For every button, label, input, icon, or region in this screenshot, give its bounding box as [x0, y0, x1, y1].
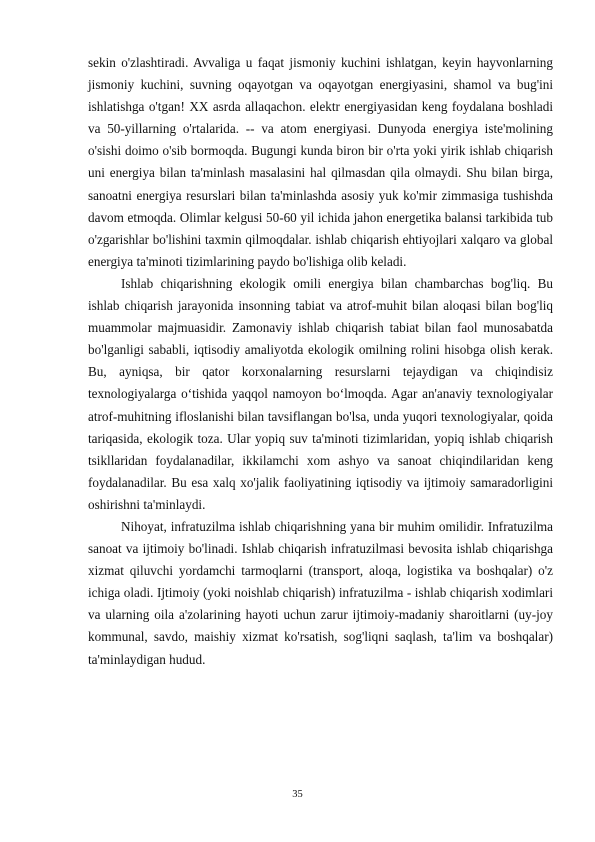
body-text	[88, 52, 553, 671]
paragraph-energy: sekin o'zlashtiradi. Avvaliga u faqat jismoniy kuchini ishlatgan, keyin hayvonlarning jismoniy kuchini, suvning oqayotgan va oqayotgan energiyasini, shamol va bug'ini ishlatishga o'tgan! XX asrda allaqachon. elektr energiyasidan keng foydalana boshladi va 50-yillarning o'rtalarida. -- va atom energiyasi. Dunyoda energiya iste'molining o'sishi doimo o'sib bormoqda. Bugungi kunda biron bir o'rta yoki yirik ishlab chiqarish uni energiya bilan ta'minlash masalasini hal qilmasdan qila olmaydi. Shu bilan birga, sanoatni energiya resurslari bilan ta'minlashda asosiy yuk ko'mir zimmasiga tushishda davom etmoqda. Olimlar kelgusi 50-60 yil ichida jahon energetika balansi tarkibida tub o'zgarishlar bo'lishini taxmin qilmoqdalar. ishlab chiqarish ehtiyojlari xalqaro va global energiya ta'minoti tizimlarining paydo bo'lishiga olib keladi.	[88, 55, 553, 269]
paragraph-infrastructure: Nihoyat, infratuzilma ishlab chiqarishning yana bir muhim omilidir. Infratuzilma sanoat va ijtimoiy bo'linadi. Ishlab chiqarish infratuzilmasi bevosita ishlab chiqarishga xizmat qiluvchi yordamchi tarmoqlarni (transport, aloqa, logistika va boshqalar) o'z ichiga oladi. Ijtimoiy (yoki noishlab chiqarish) infratuzilma - ishlab chiqarish xodimlari va ularning oila a'zolarining hayoti uchun zarur ijtimoiy-madaniy sharoitlarni (uy-joy kommunal, savdo, maishiy xizmat ko'rsatish, sog'liqni saqlash, ta'lim va boshqalar) ta'minlaydigan hudud.	[88, 518, 553, 667]
page-number: 35	[292, 789, 303, 800]
paragraph-ecology: Ishlab chiqarishning ekologik omili energiya bilan chambarchas bog'liq. Bu ishlab chiqarish jarayonida insonning tabiat va atrof-muhit bilan aloqasi bilan bog'liq muammolar majmuasidir. Zamonaviy ishlab chiqarish tabiat bilan faol munosabatda bo'lganligi sababli, iqtisodiy amaliyotda ekologik omilning rolini hisobga olish kerak. Bu, ayniqsa, bir qator korxonalarning resurslarni tejaydigan va chiqindisiz texnologiyalarga o‘tishida yaqqol namoyon bo‘lmoqda. Agar an'anaviy texnologiyalar atrof-muhitning ifloslanishi bilan tavsiflangan bo'lsa, unda yuqori texnologiyalar, qoida tariqasida, ekologik toza. Ular yopiq suv ta'minoti tizimlaridan, yopiq ishlab chiqarish tsikllaridan foydalanadilar, ikkilamchi xom ashyo va sanoat chiqindilaridan keng foydalanadilar. Bu esa xalq xo'jalik faoliyatining iqtisodiy va ijtimoiy samaradorligini oshirishni ta'minlaydi.	[88, 275, 553, 512]
